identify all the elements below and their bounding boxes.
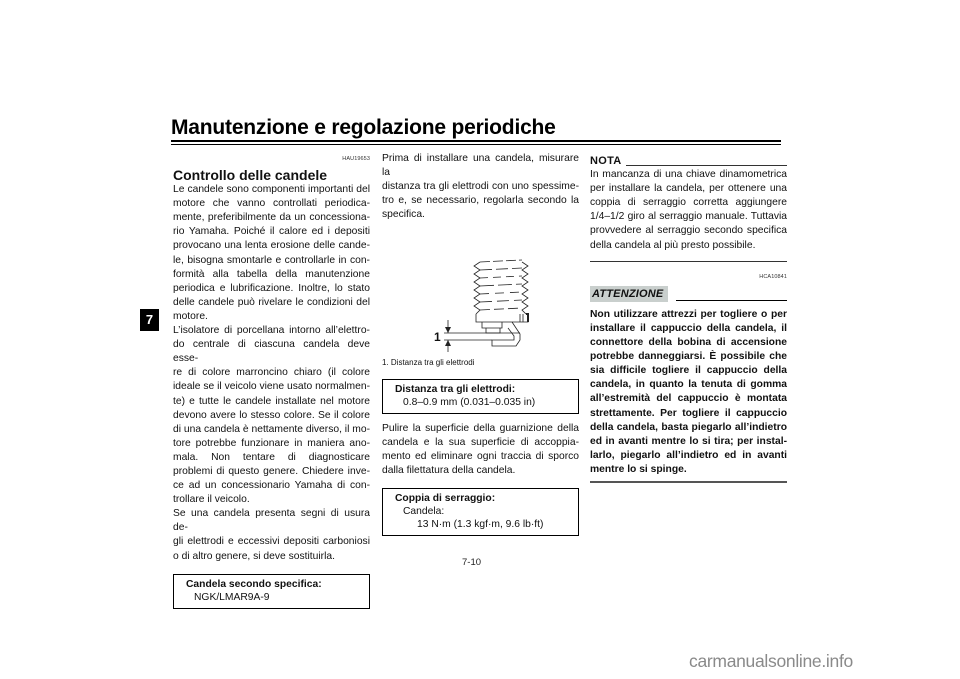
text-line: provocano una lenta erosione delle cande- <box>173 240 370 252</box>
text-line: candela e la sua superficie di accoppia- <box>382 436 579 448</box>
section-code: HAU19653 <box>342 156 370 162</box>
text-line: tore potrebbe funzionare in maniera ano- <box>173 437 370 449</box>
attenzione-rule <box>676 300 787 301</box>
text-line: In mancanza di una chiave dinamometrica <box>590 169 787 181</box>
text-line: mento ed eliminare ogni traccia di sporco <box>382 450 579 462</box>
figure-callout-number: 1 <box>434 330 441 345</box>
text-line: strettamente. Per togliere il cappuccio <box>590 407 787 419</box>
spec-box-title: Distanza tra gli elettrodi: <box>395 383 516 395</box>
attenzione-body <box>590 308 787 477</box>
attenzione-header <box>590 286 787 302</box>
column-1 <box>173 152 370 609</box>
chapter-title: Manutenzione e regolazione periodiche <box>171 116 556 139</box>
text-line: della candela, basta piegarlo all’indietro <box>590 421 787 433</box>
text-line: potrebbe danneggiarsi. È possibile che <box>590 351 787 363</box>
spec-box-value: 0.8–0.9 mm (0.031–0.035 in) <box>403 396 536 408</box>
text-line: sia difficile togliere il cappuccio della <box>590 365 787 377</box>
header-rule-thin <box>171 144 781 145</box>
text-line: distanza tra gli elettrodi con uno spessime- <box>382 181 579 193</box>
text-line: Prima di installare una candela, misurare la <box>382 153 579 179</box>
attenzione-code: HCA10841 <box>759 273 787 280</box>
text-line: gli elettrodi e eccessivi depositi carboniosi <box>173 536 370 548</box>
nota-body <box>590 168 787 253</box>
text-line: connettore della bobina di accensione <box>590 337 787 349</box>
column-3 <box>590 152 787 483</box>
text-line: larlo, piegarlo all’indietro ed in avanti <box>590 449 787 461</box>
text-line: mente, preferibilmente da un concessiona- <box>173 212 370 224</box>
text-line: coppia di serraggio corretta aggiungere <box>590 197 787 209</box>
text-line: Pulire la superficie della guarnizione della <box>382 422 579 434</box>
paragraph-insulator <box>173 324 370 507</box>
text-line: della candela al più presto possibile. <box>590 239 756 251</box>
text-line: re di colore marroncino chiaro (il colore <box>173 367 370 379</box>
text-line: te) e tutte le candele installate nel motore <box>173 395 370 407</box>
text-line: L’isolatore di porcellana intorno all’elettro- <box>173 325 370 337</box>
text-line: devono avere lo stesso colore. Se il colore <box>173 409 370 421</box>
header-rule-thick <box>171 140 781 142</box>
section-title: Controllo delle candele <box>173 167 328 184</box>
nota-end-rule <box>590 261 787 262</box>
torque-spec-box <box>382 488 579 536</box>
spark-plug-illustration <box>382 222 579 352</box>
attenzione-label: ATTENZIONE <box>590 286 668 302</box>
text-line: delle candele può rivelare le condizioni del <box>173 296 370 308</box>
paragraph-gap-measure <box>382 152 579 222</box>
text-line: do centrale di ciascuna candela deve esse- <box>173 339 370 365</box>
text-line: candela, in quanto la tenuta di gomma <box>590 379 787 391</box>
spark-plug-gap-figure <box>382 222 579 352</box>
text-line: Non utilizzare attrezzi per togliere o per <box>590 308 787 320</box>
text-line: Le candele sono componenti importanti del <box>173 184 370 196</box>
text-line: trollare il veicolo. <box>173 494 250 506</box>
nota-header <box>590 154 787 168</box>
text-line: periodica e lubrificazione. Inoltre, lo stato <box>173 282 370 294</box>
text-line: rio Yamaha. Poiché il calore ed i depositi <box>173 226 370 238</box>
text-line: 1/4–1/2 giro al serraggio manuale. Tuttavia <box>590 211 787 223</box>
text-line: all’estremità del cappuccio è montata <box>590 393 787 405</box>
text-line: ed in avanti mentre lo si tira; per instal- <box>590 435 787 447</box>
text-line: di una candela è nettamente diverso, il mo- <box>173 423 370 435</box>
text-line: dalla filettatura della candela. <box>382 464 516 476</box>
spec-box-value: 13 N·m (1.3 kgf·m, 9.6 lb·ft) <box>417 518 544 530</box>
nota-rule <box>626 165 787 166</box>
watermark-link[interactable]: carmanualsonline.info <box>689 651 853 671</box>
nota-label: NOTA <box>590 155 622 167</box>
text-line: specifica. <box>382 209 425 221</box>
text-line: motore. <box>173 310 208 322</box>
spark-plug-spec-box <box>173 574 370 609</box>
text-line: problemi di questo genere. Chiedere inve- <box>173 465 370 477</box>
electrode-gap-spec-box <box>382 379 579 414</box>
text-line: Se una candela presenta segni di usura de- <box>173 508 370 534</box>
spec-box-value: NGK/LMAR9A-9 <box>194 591 270 603</box>
figure-caption: 1. Distanza tra gli elettrodi <box>382 358 475 368</box>
text-line: le, bisogna smontarle e controllarle in con- <box>173 254 370 266</box>
text-line: provvedere al serraggio secondo specifica <box>590 225 787 237</box>
spec-box-title: Coppia di serraggio: <box>395 492 496 504</box>
spec-box-subtitle: Candela: <box>403 505 445 517</box>
text-line: motore che vanno controllati periodica- <box>173 198 370 210</box>
paragraph-intro <box>173 183 370 324</box>
text-line: formità alla tabella della manutenzione <box>173 268 370 280</box>
paragraph-replace <box>173 507 370 563</box>
attenzione-end-rule <box>590 481 787 483</box>
paragraph-clean <box>382 422 579 478</box>
text-line: o di altro genere, si deve sostituirla. <box>173 550 335 562</box>
text-line: installare il cappuccio della candela, il <box>590 322 787 334</box>
text-line: per installare la candela, per ottenere una <box>590 183 787 195</box>
text-line: ideale se il veicolo viene usato normalmen- <box>173 381 370 393</box>
text-line: mentre lo si spinge. <box>590 463 687 475</box>
text-line: mala. Non tentare di diagnosticare <box>173 451 370 463</box>
page-number: 7-10 <box>462 557 482 568</box>
text-line: ce ad un concessionario Yamaha di con- <box>173 480 370 492</box>
chapter-side-tab: 7 <box>140 309 159 331</box>
text-line: tro e, se necessario, regolarla secondo la <box>382 195 579 207</box>
column-2 <box>382 152 579 536</box>
spec-box-title: Candela secondo specifica: <box>186 578 322 590</box>
